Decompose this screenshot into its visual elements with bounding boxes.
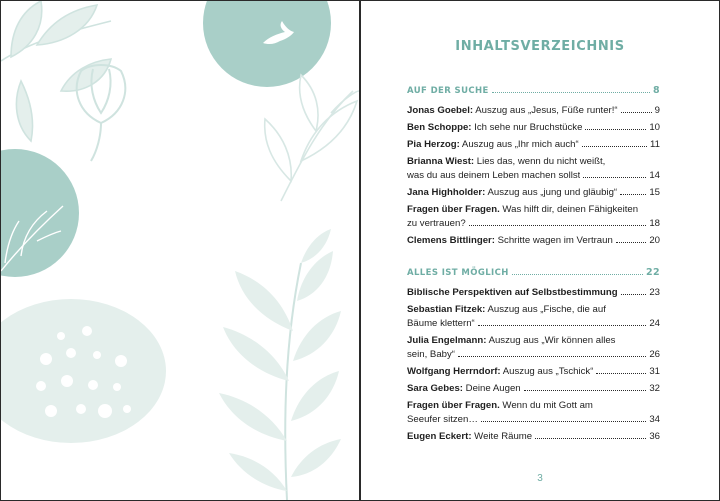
toc-entry[interactable] [407, 334, 660, 362]
leader-dots [535, 438, 646, 439]
entry-page: 15 [649, 187, 660, 198]
entry-page: 11 [650, 139, 660, 150]
entry-page: 23 [649, 287, 660, 298]
entry-title-continued: Bäume klettern“ [407, 318, 475, 329]
entry-author: Brianna Wiest: [407, 156, 475, 167]
section-label: ALLES IST MÖGLICH [407, 268, 509, 278]
dotted-blob [1, 299, 166, 443]
entry-title: Auszug aus „jung und gläubig“ [485, 187, 618, 198]
section-spacer [407, 251, 660, 267]
toc-entry[interactable] [407, 382, 660, 396]
entry-author: Eugen Eckert: [407, 431, 472, 442]
entry-page: 9 [654, 105, 660, 116]
entry-title: Auszug aus „Ihr mich auch“ [459, 139, 579, 150]
toc-entry[interactable] [407, 104, 660, 118]
fern-bottom-right [219, 229, 341, 500]
entry-title-continued: sein, Baby“ [407, 349, 455, 360]
leader-dots [583, 177, 646, 178]
toc-title: INHALTSVERZEICHNIS [455, 39, 625, 54]
entry-page: 20 [649, 235, 660, 246]
leader-dots [585, 129, 646, 130]
toc-entry[interactable] [407, 186, 660, 200]
entry-title: Auszug aus „Wir können alles [486, 335, 616, 346]
page-number: 3 [537, 473, 543, 484]
left-page-illustration [1, 1, 359, 500]
leader-dots [492, 92, 650, 93]
entry-page: 34 [649, 414, 660, 425]
right-page-toc [361, 1, 719, 500]
entry-author: Jonas Goebel: [407, 105, 474, 116]
entry-author: Biblische Perspektiven auf Selbstbestimmung [407, 287, 618, 298]
entry-page: 18 [649, 218, 660, 229]
leader-dots [582, 146, 647, 147]
section-heading[interactable] [407, 267, 660, 281]
entry-author: Fragen über Fragen. [407, 400, 500, 411]
entry-author: Julia Engelmann: [407, 335, 487, 346]
entry-page: 24 [649, 318, 660, 329]
leader-dots [621, 294, 647, 295]
entry-title: Auszug aus „Fische, die auf [485, 304, 606, 315]
leader-dots [620, 194, 646, 195]
entry-page: 10 [649, 122, 660, 133]
entry-title: Was hilft dir, deinen Fähigkeiten [499, 204, 639, 215]
toc-entry[interactable] [407, 303, 660, 331]
entry-title-continued: was du aus deinem Leben machen sollst [407, 170, 581, 181]
entry-author: Jana Highholder: [407, 187, 486, 198]
entry-author: Sebastian Fitzek: [407, 304, 486, 315]
entry-title: Weite Räume [471, 431, 533, 442]
entry-title: Wenn du mit Gott am [499, 400, 593, 411]
entry-title: Schritte wagen im Vertraun [494, 235, 613, 246]
toc-entry[interactable] [407, 430, 660, 444]
leader-dots [596, 373, 646, 374]
botanical-illustration [1, 1, 359, 500]
leader-dots [512, 274, 643, 275]
leader-dots [469, 225, 647, 226]
section-page: 22 [645, 267, 660, 278]
section-label: AUF DER SUCHE [407, 86, 489, 96]
entry-title-continued: zu vertrauen? [407, 218, 466, 229]
leader-dots [481, 421, 646, 422]
toc-entry[interactable] [407, 234, 660, 248]
section-heading[interactable] [407, 85, 660, 99]
leader-dots [621, 112, 652, 113]
entry-page: 26 [649, 349, 660, 360]
entry-title: Lies das, wenn du nicht weißt, [474, 156, 606, 167]
entry-author: Sara Gebes: [407, 383, 463, 394]
entry-page: 31 [649, 366, 660, 377]
toc-entry[interactable] [407, 365, 660, 379]
entry-title: Auszug aus „Jesus, Füße runter!“ [473, 105, 618, 116]
mint-circle-top [203, 1, 331, 87]
entry-page: 14 [649, 170, 660, 181]
entry-author: Wolfgang Herrndorf: [407, 366, 501, 377]
leader-dots [524, 390, 647, 391]
leader-dots [458, 356, 646, 357]
entry-page: 32 [649, 383, 660, 394]
entry-title: Deine Augen [463, 383, 521, 394]
leader-dots [616, 242, 647, 243]
toc-list [407, 85, 660, 447]
entry-author: Pia Herzog: [407, 139, 460, 150]
entry-title: Ich sehe nur Bruchstücke [471, 122, 583, 133]
entry-author: Fragen über Fragen. [407, 204, 500, 215]
entry-author: Clemens Bittlinger: [407, 235, 495, 246]
entry-title: Auszug aus „Tschick“ [500, 366, 594, 377]
toc-entry[interactable] [407, 155, 660, 183]
entry-page: 36 [649, 431, 660, 442]
section-page: 8 [652, 85, 660, 96]
toc-entry[interactable] [407, 286, 660, 300]
toc-entry[interactable] [407, 138, 660, 152]
entry-author: Ben Schoppe: [407, 122, 472, 133]
leaf-branch-outline-right [265, 75, 359, 201]
toc-entry[interactable] [407, 203, 660, 231]
toc-entry[interactable] [407, 121, 660, 135]
toc-entry[interactable] [407, 399, 660, 427]
leader-dots [478, 325, 647, 326]
entry-title-continued: Seeufer sitzen… [407, 414, 478, 425]
